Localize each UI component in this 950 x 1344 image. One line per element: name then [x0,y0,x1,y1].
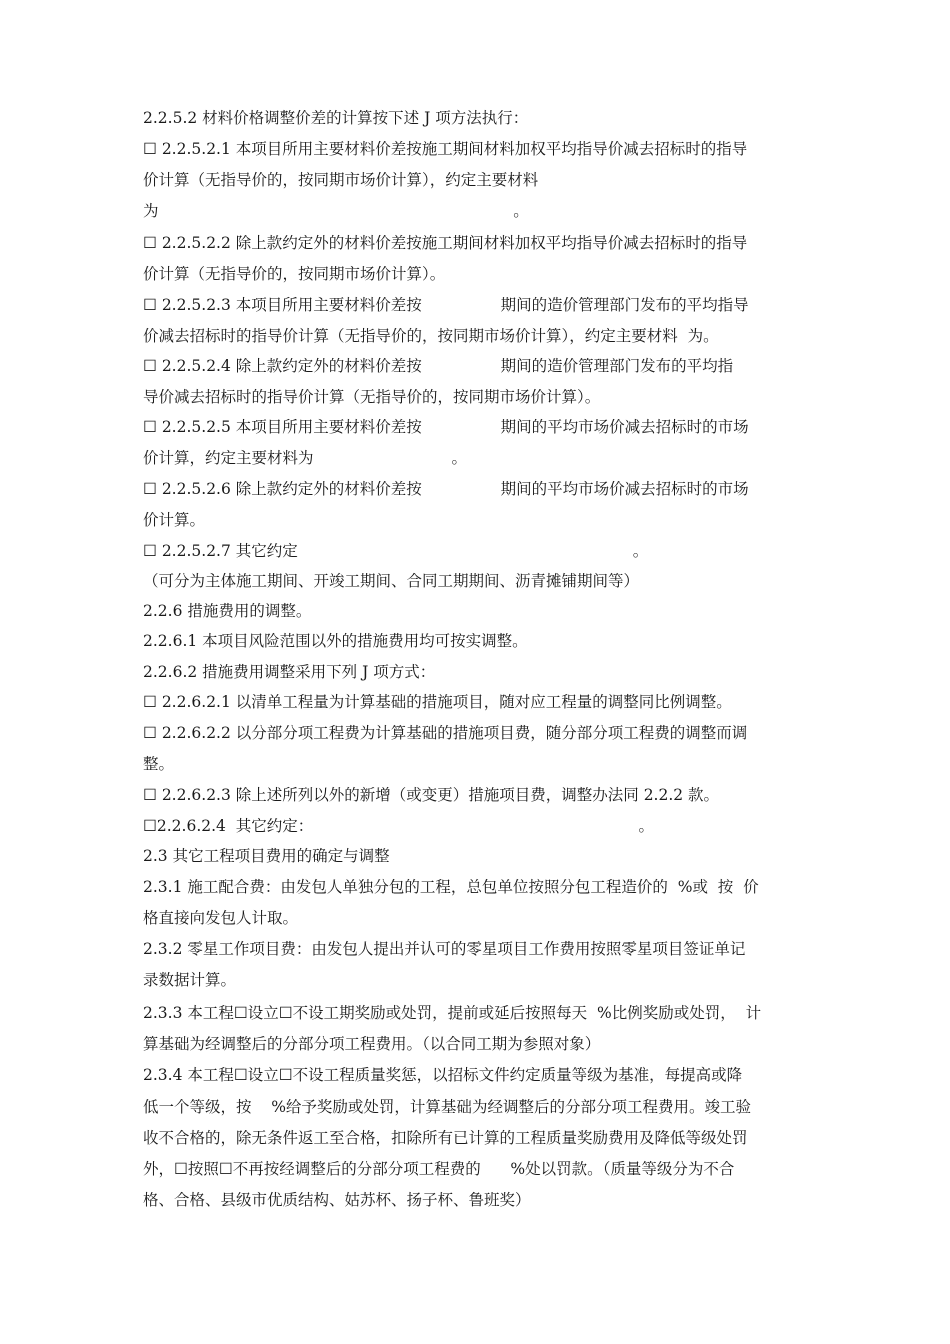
clause-2-3-4-line-2: 低一个等级，按 %给予奖励或处罚，计算基础为经调整后的分部分项工程费用。竣工验 [143,1098,751,1116]
clause-2-2-5-2-1-line-3: 为 。 [143,202,529,220]
clause-2-3-3-line-2: 算基础为经调整后的分部分项工程费用。（以合同工期为参照对象） [143,1035,601,1053]
clause-2-2-6-2-4: ☐2.2.6.2.4 其它约定： 。 [143,817,654,835]
clause-note-periods: （可分为主体施工期间、开竣工期间、合同工期期间、沥青摊铺期间等） [143,572,640,590]
clause-2-3-heading: 2.3 其它工程项目费用的确定与调整 [143,847,390,865]
clause-2-2-5-2-3-line-2: 价减去招标时的指导价计算（无指导价的，按同期市场价计算），约定主要材料 为。 [143,327,719,345]
clause-2-3-1-line-1: 2.3.1 施工配合费：由发包人单独分包的工程，总包单位按照分包工程造价的 %或 按 价 [143,878,759,896]
clause-2-2-5-2-1-line-1: ☐ 2.2.5.2.1 本项目所用主要材料价差按施工期间材料加权平均指导价减去招标时的指导 [143,140,748,158]
clause-2-2-5-2-6-line-1: ☐ 2.2.5.2.6 除上款约定外的材料价差按 期间的平均市场价减去招标时的市场 [143,480,749,498]
clause-2-2-6-heading: 2.2.6 措施费用的调整。 [143,602,312,620]
clause-2-2-6-2-3: ☐ 2.2.6.2.3 除上述所列以外的新增（或变更）措施项目费，调整办法同 2.2.2 款。 [143,786,720,804]
clause-2-2-5-2-5-line-1: ☐ 2.2.5.2.5 本项目所用主要材料价差按 期间的平均市场价减去招标时的市场 [143,418,749,436]
clause-2-2-5-2-1-line-2: 价计算（无指导价的，按同期市场价计算），约定主要材料 [143,171,539,189]
clause-2-2-5-2-2-line-2: 价计算（无指导价的，按同期市场价计算）。 [143,265,446,283]
clause-2-3-4-line-4: 外，☐按照☐不再按经调整后的分部分项工程费的 %处以罚款。（质量等级分为不合 [143,1160,735,1178]
clause-2-2-5-2-5-line-2: 价计算，约定主要材料为 。 [143,449,467,467]
clause-2-2-5-2-heading: 2.2.5.2 材料价格调整价差的计算按下述 J 项方法执行： [143,109,529,127]
clause-2-3-1-line-2: 格直接向发包人计取。 [143,909,299,927]
clause-2-3-4-line-1: 2.3.4 本工程☐设立☐不设工程质量奖惩，以招标文件约定质量等级为基准，每提高或降 [143,1066,743,1084]
clause-2-2-5-2-2-line-1: ☐ 2.2.5.2.2 除上款约定外的材料价差按施工期间材料加权平均指导价减去招标时的指导 [143,234,748,252]
clause-2-2-5-2-4-line-1: ☐ 2.2.5.2.4 除上款约定外的材料价差按 期间的造价管理部门发布的平均指 [143,357,734,375]
clause-2-2-5-2-6-line-2: 价计算。 [143,511,206,529]
clause-2-2-6-2-2-line-2: 整。 [143,755,175,773]
clause-2-2-5-2-7: ☐ 2.2.5.2.7 其它约定 。 [143,542,649,560]
clause-2-2-5-2-4-line-2: 导价减去招标时的指导价计算（无指导价的，按同期市场价计算）。 [143,388,601,406]
clause-2-2-5-2-3-line-1: ☐ 2.2.5.2.3 本项目所用主要材料价差按 期间的造价管理部门发布的平均指导 [143,296,749,314]
clause-2-3-4-line-5: 格、合格、县级市优质结构、姑苏杯、扬子杯、鲁班奖） [143,1191,531,1209]
clause-2-3-2-line-2: 录数据计算。 [143,971,237,989]
clause-2-3-3-line-1: 2.3.3 本工程☐设立☐不设工期奖励或处罚，提前或延后按照每天 %比例奖励或处罚， 计 [143,1004,762,1022]
clause-2-2-6-2-2-line-1: ☐ 2.2.6.2.2 以分部分项工程费为计算基础的措施项目费，随分部分项工程费的调整而调 [143,724,748,742]
clause-2-3-2-line-1: 2.3.2 零星工作项目费：由发包人提出并认可的零星项目工作费用按照零星项目签证单记 [143,940,746,958]
clause-2-2-6-2: 2.2.6.2 措施费用调整采用下列 J 项方式： [143,663,436,681]
clause-2-2-6-2-1: ☐ 2.2.6.2.1 以清单工程量为计算基础的措施项目，随对应工程量的调整同比例调整。 [143,693,732,711]
clause-2-2-6-1: 2.2.6.1 本项目风险范围以外的措施费用均可按实调整。 [143,632,528,650]
clause-2-3-4-line-3: 收不合格的，除无条件返工至合格，扣除所有已计算的工程质量奖励费用及降低等级处罚 [143,1129,748,1147]
